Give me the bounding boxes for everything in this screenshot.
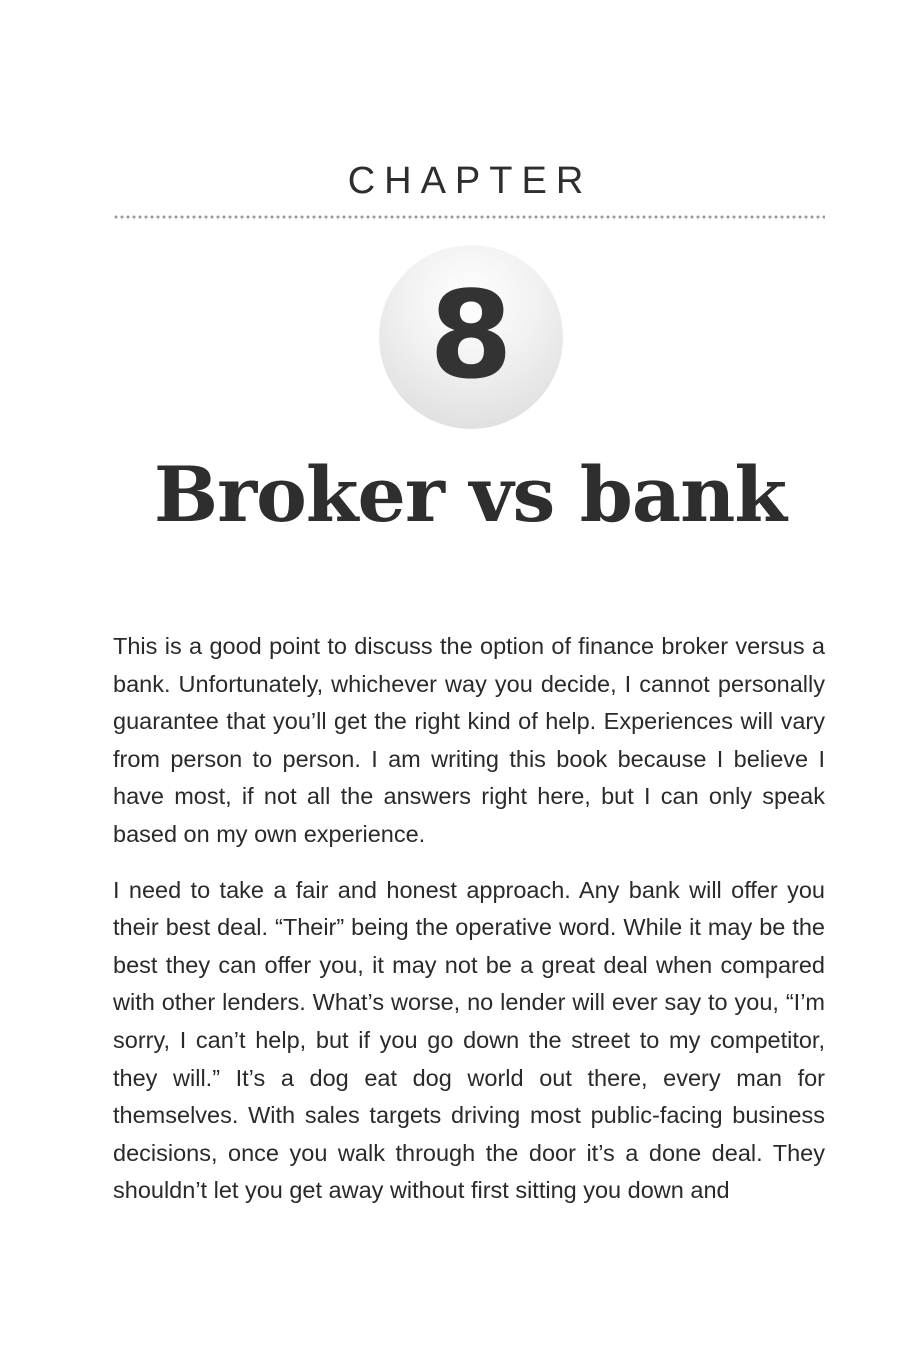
dotted-divider (113, 215, 825, 219)
chapter-label: CHAPTER (347, 160, 593, 202)
chapter-number-circle (379, 245, 563, 429)
chapter-title: Broker vs bank (153, 450, 787, 539)
paragraph-1: This is a good point to discuss the option of finance broker versus a bank. Unfortunately, whichever way you decide, I cannot personally guarantee that you’ll get the right kind of help. Experiences will vary from person to person. I am writing this book because I believe I have most, if not all the answers right here, but I can only speak based on my own experience. (113, 633, 825, 847)
body-text (113, 628, 825, 1228)
chapter-number: 8 (429, 267, 513, 406)
paragraph-2: I need to take a fair and honest approach. Any bank will offer you their best deal. “Their” being the operative word. While it may be the best they can offer you, it may not be a great deal when compared with other lenders. What’s worse, no lender will ever say to you, “I’m sorry, I can’t help, but if you go down the street to my competitor, they will.” It’s a dog eat dog world out there, every man for themselves. With sales targets driving most public-facing business decisions, once you walk through the door it’s a done deal. They shouldn’t let you get away without first sitting you down and (113, 876, 825, 1204)
